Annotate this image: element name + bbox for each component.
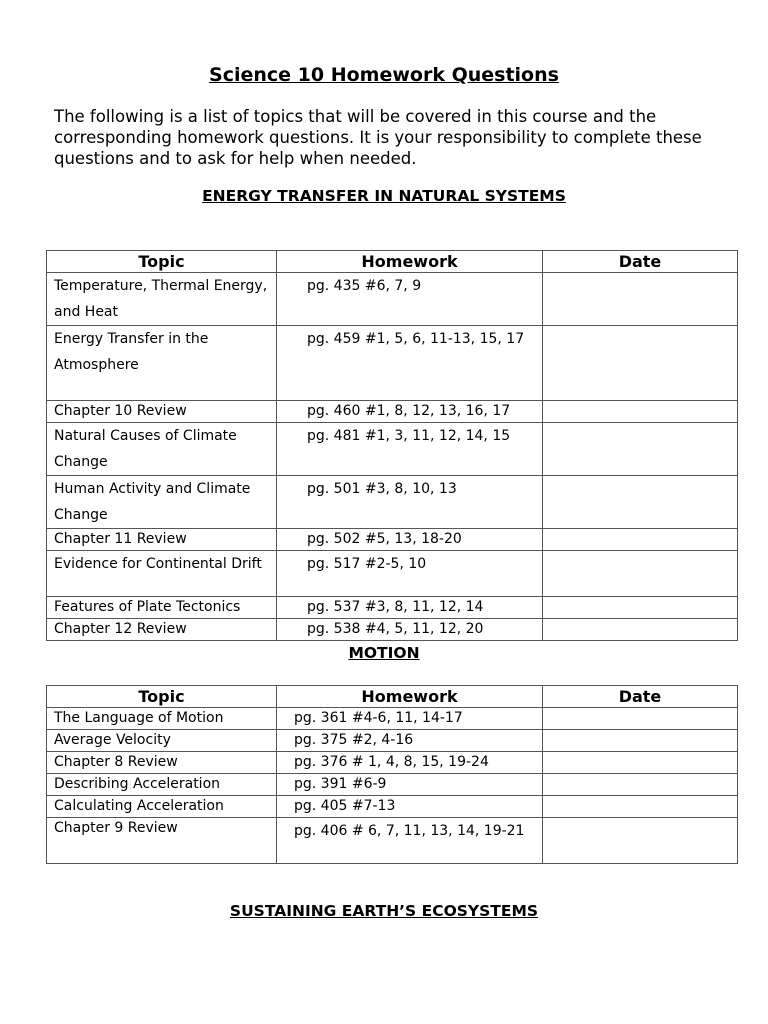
column-header-homework: Homework xyxy=(277,686,543,708)
homework-cell: pg. 361 #4-6, 11, 14-17 xyxy=(277,708,543,730)
table-row xyxy=(47,774,738,796)
date-cell xyxy=(543,796,738,818)
topic-cell: Temperature, Thermal Energy, and Heat xyxy=(47,273,277,326)
homework-cell: pg. 376 # 1, 4, 8, 15, 19-24 xyxy=(277,752,543,774)
date-cell xyxy=(543,551,738,597)
table-row xyxy=(47,529,738,551)
table-row xyxy=(47,752,738,774)
date-cell xyxy=(543,597,738,619)
table-row xyxy=(47,401,738,423)
topic-cell: Chapter 8 Review xyxy=(47,752,277,774)
topic-cell: Chapter 11 Review xyxy=(47,529,277,551)
date-cell xyxy=(543,708,738,730)
date-cell xyxy=(543,423,738,476)
section-heading-ecosystems: SUSTAINING EARTH’S ECOSYSTEMS xyxy=(229,902,539,920)
section-heading-energy: ENERGY TRANSFER IN NATURAL SYSTEMS xyxy=(202,187,566,205)
homework-cell: pg. 406 # 6, 7, 11, 13, 14, 19-21 xyxy=(277,818,543,864)
date-cell xyxy=(543,401,738,423)
topic-cell: Human Activity and Climate Change xyxy=(47,476,277,529)
homework-cell: pg. 435 #6, 7, 9 xyxy=(277,273,543,326)
homework-cell: pg. 459 #1, 5, 6, 11-13, 15, 17 xyxy=(277,326,543,401)
homework-cell: pg. 375 #2, 4-16 xyxy=(277,730,543,752)
table-row xyxy=(47,273,738,326)
homework-cell: pg. 517 #2-5, 10 xyxy=(277,551,543,597)
table-row xyxy=(47,476,738,529)
page-title: Science 10 Homework Questions xyxy=(209,64,559,86)
column-header-homework: Homework xyxy=(277,251,543,273)
date-cell xyxy=(543,273,738,326)
homework-cell: pg. 481 #1, 3, 11, 12, 14, 15 xyxy=(277,423,543,476)
date-cell xyxy=(543,774,738,796)
date-cell xyxy=(543,476,738,529)
topic-cell: Chapter 9 Review xyxy=(47,818,277,864)
column-header-topic: Topic xyxy=(47,686,277,708)
intro-paragraph: The following is a list of topics that will be covered in this course and the corresponding homework questions. It is your responsibility to complete these questions and to ask for help when needed. xyxy=(54,107,702,168)
homework-cell: pg. 502 #5, 13, 18-20 xyxy=(277,529,543,551)
table-row xyxy=(47,619,738,641)
table-row xyxy=(47,597,738,619)
topic-cell: Describing Acceleration xyxy=(47,774,277,796)
date-cell xyxy=(543,529,738,551)
date-cell xyxy=(543,326,738,401)
date-cell xyxy=(543,752,738,774)
date-cell xyxy=(543,730,738,752)
table-row xyxy=(47,730,738,752)
homework-cell: pg. 501 #3, 8, 10, 13 xyxy=(277,476,543,529)
table-row xyxy=(47,818,738,864)
homework-cell: pg. 538 #4, 5, 11, 12, 20 xyxy=(277,619,543,641)
motion-homework-table xyxy=(46,685,738,864)
date-cell xyxy=(543,619,738,641)
table-header-row xyxy=(47,686,738,708)
table-row xyxy=(47,708,738,730)
table-row xyxy=(47,551,738,597)
table-row xyxy=(47,326,738,401)
table-row xyxy=(47,796,738,818)
column-header-date: Date xyxy=(543,251,738,273)
topic-cell: Energy Transfer in the Atmosphere xyxy=(47,326,277,401)
topic-cell: Features of Plate Tectonics xyxy=(47,597,277,619)
topic-cell: The Language of Motion xyxy=(47,708,277,730)
column-header-topic: Topic xyxy=(47,251,277,273)
section-heading-motion: MOTION xyxy=(348,644,420,662)
column-header-date: Date xyxy=(543,686,738,708)
topic-cell: Chapter 10 Review xyxy=(47,401,277,423)
topic-cell: Average Velocity xyxy=(47,730,277,752)
homework-cell: pg. 405 #7-13 xyxy=(277,796,543,818)
topic-cell: Chapter 12 Review xyxy=(47,619,277,641)
topic-cell: Evidence for Continental Drift xyxy=(47,551,277,597)
homework-cell: pg. 391 #6-9 xyxy=(277,774,543,796)
date-cell xyxy=(543,818,738,864)
homework-cell: pg. 460 #1, 8, 12, 13, 16, 17 xyxy=(277,401,543,423)
energy-homework-table xyxy=(46,250,738,641)
table-header-row xyxy=(47,251,738,273)
topic-cell: Natural Causes of Climate Change xyxy=(47,423,277,476)
topic-cell: Calculating Acceleration xyxy=(47,796,277,818)
table-row xyxy=(47,423,738,476)
homework-cell: pg. 537 #3, 8, 11, 12, 14 xyxy=(277,597,543,619)
